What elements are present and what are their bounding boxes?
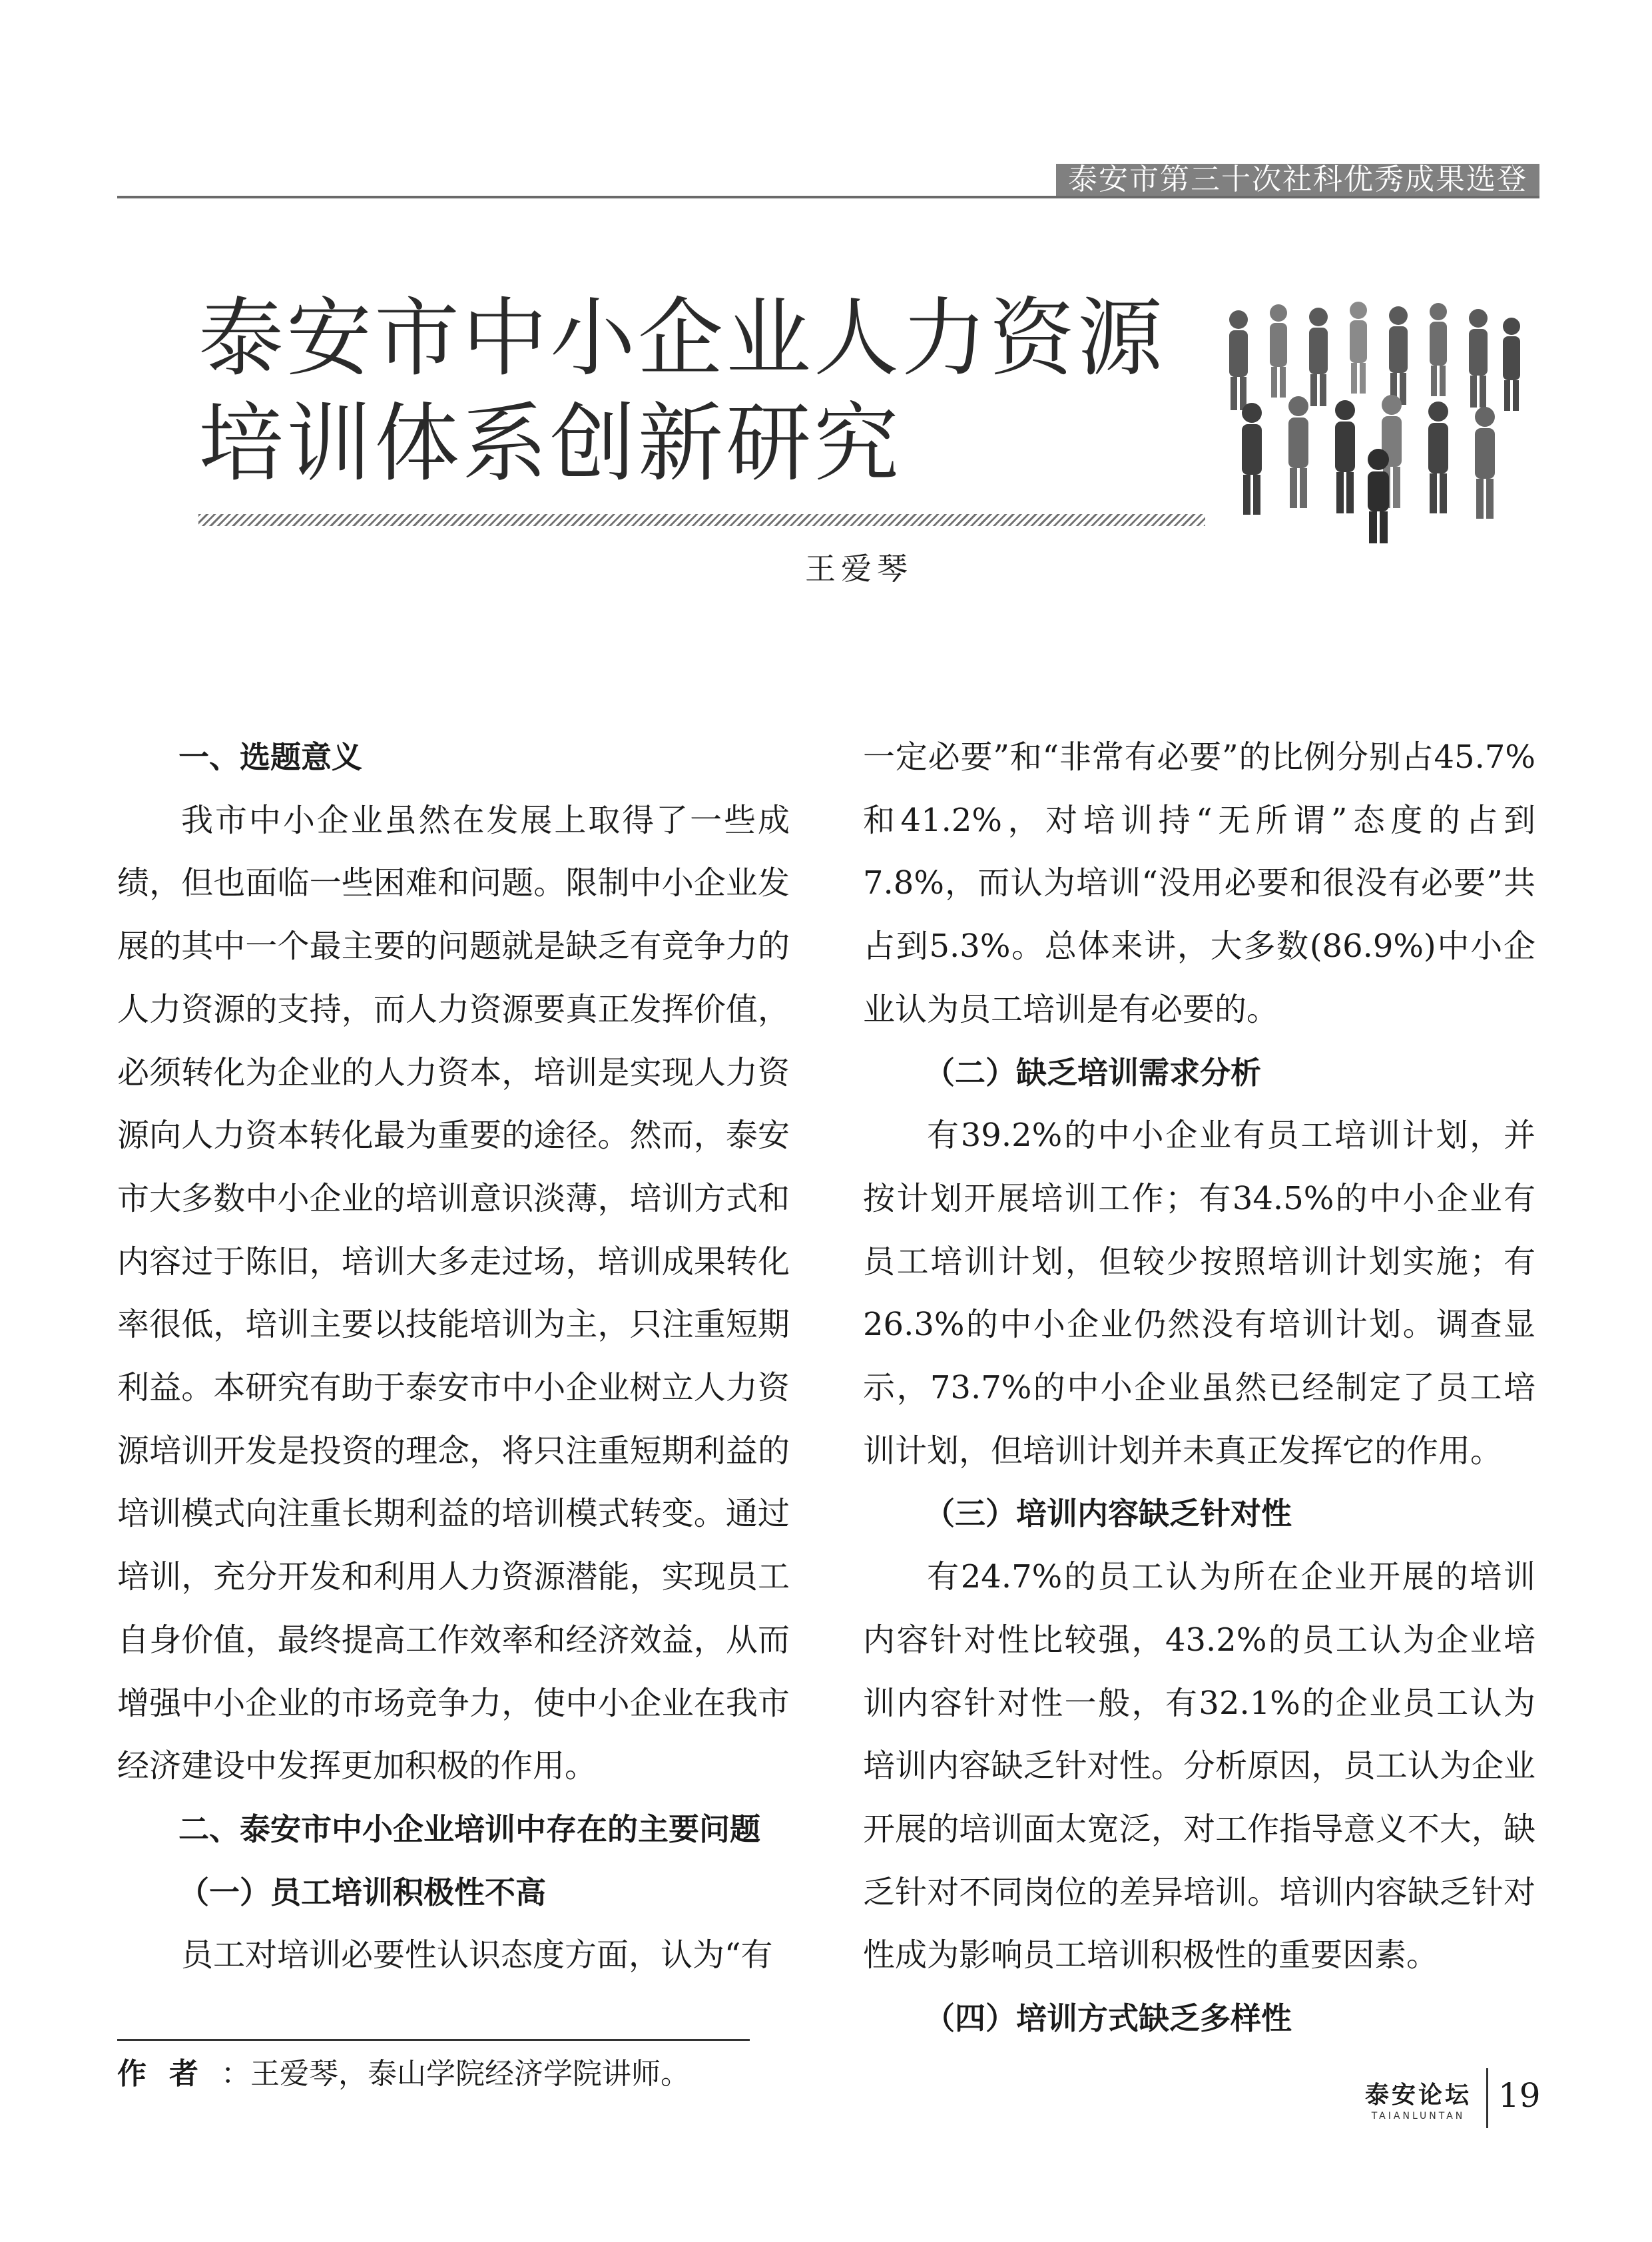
paragraph-continued: 一定必要”和“非常有必要”的比例分别占45.7%和41.2%，对培训持“无所谓”态度的占到7.8%，而认为培训“没用必要和很没有必要”共占到5.3%。总体来讲，大多数(86.9%)中小企业认为员工培训是有必要的。	[863, 738, 1535, 1028]
paragraph: 员工对培训必要性认识态度方面，认为“有	[181, 1936, 773, 1974]
article-author: 王爱琴	[805, 551, 913, 587]
person-figure	[1229, 310, 1248, 410]
person-figure	[1242, 403, 1262, 515]
journal-pinyin: TAIANLUNTAN	[1371, 2111, 1466, 2121]
subsection-heading: （二）缺乏培训需求分析	[924, 1054, 1261, 1091]
person-figure	[1335, 400, 1355, 513]
footnote-rule	[117, 2039, 750, 2041]
person-figure	[1430, 303, 1447, 396]
subsection-heading: （四）培训方式缺乏多样性	[924, 2000, 1292, 2037]
subsection-heading: （三）培训内容缺乏针对性	[924, 1496, 1292, 1532]
section-heading: 二、泰安市中小企业培训中存在的主要问题	[178, 1811, 760, 1847]
author-footnote	[117, 2050, 690, 2092]
subsection-heading: （一）员工培训积极性不高	[178, 1874, 546, 1910]
person-figure	[1469, 309, 1488, 408]
paragraph: 有24.7%的员工认为所在企业开展的培训内容针对性比较强，43.2%的员工认为企业培训内容针对性一般，有32.1%的企业员工认为培训内容缺乏针对性。分析原因，员工认为企业开展的培训面太宽泛，对工作指导意义不大，缺乏针对不同岗位的差异培训。培训内容缺乏针对性成为影响员工培训积极性的重要因素。	[863, 1558, 1535, 1974]
series-label: 泰安市第三十次社科优秀成果选登	[1056, 164, 1539, 196]
left-column	[117, 726, 790, 1987]
title-rule	[198, 514, 1205, 526]
title-line-1: 泰安市中小企业人力资源	[198, 289, 1166, 388]
person-figure	[1270, 304, 1287, 398]
person-figure	[1288, 396, 1308, 508]
person-figure	[1428, 402, 1448, 513]
person-figure	[1389, 306, 1408, 405]
journal-name: 泰安论坛	[1365, 2082, 1472, 2109]
person-figure	[1503, 318, 1520, 411]
header-bar	[117, 164, 1539, 198]
crowd-illustration	[1212, 293, 1531, 546]
footnote-label: 作者	[117, 2057, 221, 2091]
footnote-text: ：王爱琴，泰山学院经济学院讲师。	[221, 2057, 690, 2091]
person-figure	[1368, 449, 1389, 543]
right-column	[863, 726, 1535, 2050]
paragraph: 我市中小企业虽然在发展上取得了一些成绩，但也面临一些困难和问题。限制中小企业发展的其中一个最主要的问题就是缺乏有竞争力的人力资源的支持，而人力资源要真正发挥价值，必须转化为企业的人力资本，培训是实现人力资源向人力资本转化最为重要的途径。然而，泰安市大多数中小企业的培训意识淡薄，培训方式和内容过于陈旧，培训大多走过场，培训成果转化率很低，培训主要以技能培训为主，只注重短期利益。本研究有助于泰安市中小企业树立人力资源培训开发是投资的理念，将只注重短期利益的培训模式向注重长期利益的培训模式转变。通过培训，充分开发和利用人力资源潜能，实现员工自身价值，最终提高工作效率和经济效益，从而增强中小企业的市场竞争力，使中小企业在我市经济建设中发挥更加积极的作用。	[117, 801, 790, 1785]
title-line-2: 培训体系创新研究	[198, 394, 902, 493]
section-heading: 一、选题意义	[178, 739, 362, 775]
person-figure	[1309, 308, 1328, 406]
article-title	[198, 286, 1211, 497]
page-number-divider	[1486, 2068, 1488, 2128]
page-number: 19	[1498, 2076, 1541, 2115]
paragraph: 有39.2%的中小企业有员工培训计划，并按计划开展培训工作；有34.5%的中小企业有员工培训计划，但较少按照培训计划实施；有26.3%的中小企业仍然没有培训计划。调查显示，73.7%的中小企业虽然已经制定了员工培训计划，但培训计划并未真正发挥它的作用。	[863, 1117, 1535, 1470]
person-figure	[1475, 407, 1495, 519]
person-figure	[1350, 302, 1367, 394]
